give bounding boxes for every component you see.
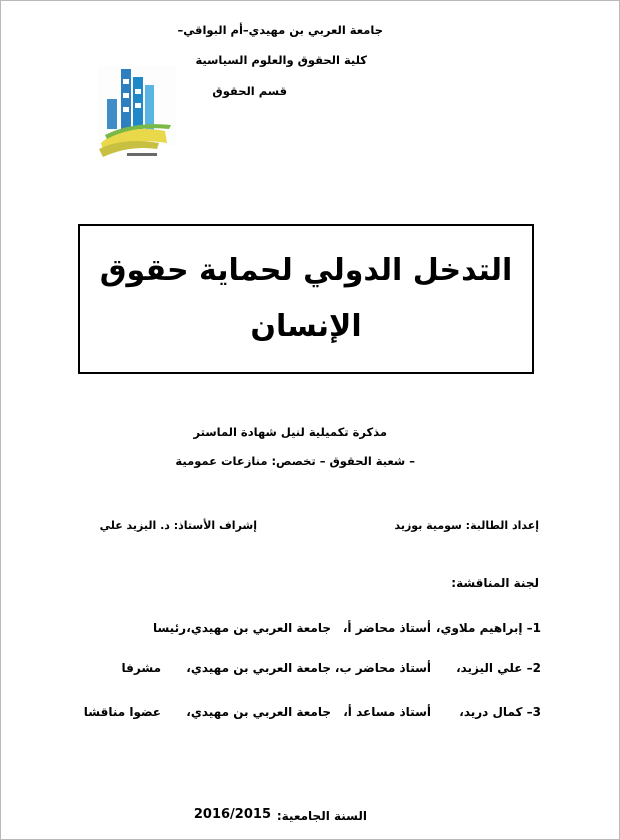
- degree-purpose: مذكرة تكميلية لنيل شهادة الماستر: [193, 425, 387, 439]
- university-name: جامعة العربي بن مهيدي–أم البواقي–: [177, 23, 383, 37]
- committee-heading: لجنة المناقشة:: [451, 576, 539, 590]
- academic-year-label: السنة الجامعية:: [276, 809, 367, 823]
- student-name: إعداد الطالبة: سومية بوزيد: [394, 519, 539, 532]
- member-role: رئيسا: [152, 621, 186, 635]
- member-rank: أستاذ محاضر ب،: [334, 661, 431, 675]
- branch-specialization: – شعبة الحقوق – تخصص: منازعات عمومية: [175, 454, 415, 468]
- committee-member-row: [71, 705, 541, 723]
- supervisor-name: إشراف الأستاذ: د. اليزيد علي: [99, 519, 257, 532]
- faculty-name: كلية الحقوق والعلوم السياسية: [195, 53, 367, 67]
- member-role: عضوا مناقشا: [83, 705, 161, 719]
- thesis-title-line1: التدخل الدولي لحماية حقوق: [99, 253, 513, 288]
- member-rank: أستاذ محاضر أ،: [342, 621, 431, 635]
- member-name: 1– إبراهيم ملاوي،: [435, 621, 541, 635]
- academic-year-value: 2016/2015: [193, 807, 271, 822]
- member-role: مشرفا: [121, 661, 161, 675]
- university-logo: [93, 63, 181, 163]
- committee-member-row: [71, 661, 541, 679]
- member-name: 2– علي اليزيد،: [456, 661, 541, 675]
- thesis-title-line2: الإنسان: [250, 309, 362, 344]
- member-rank: أستاذ مساعد أ،: [343, 705, 431, 719]
- committee-member-row: [71, 621, 541, 639]
- member-university: جامعة العربي بن مهيدي،: [186, 621, 331, 635]
- member-university: جامعة العربي بن مهيدي،: [186, 705, 331, 719]
- thesis-title-box: [78, 224, 534, 374]
- department-name: قسم الحقوق: [212, 84, 287, 98]
- member-university: جامعة العربي بن مهيدي،: [186, 661, 331, 675]
- member-name: 3– كمال دريد،: [459, 705, 541, 719]
